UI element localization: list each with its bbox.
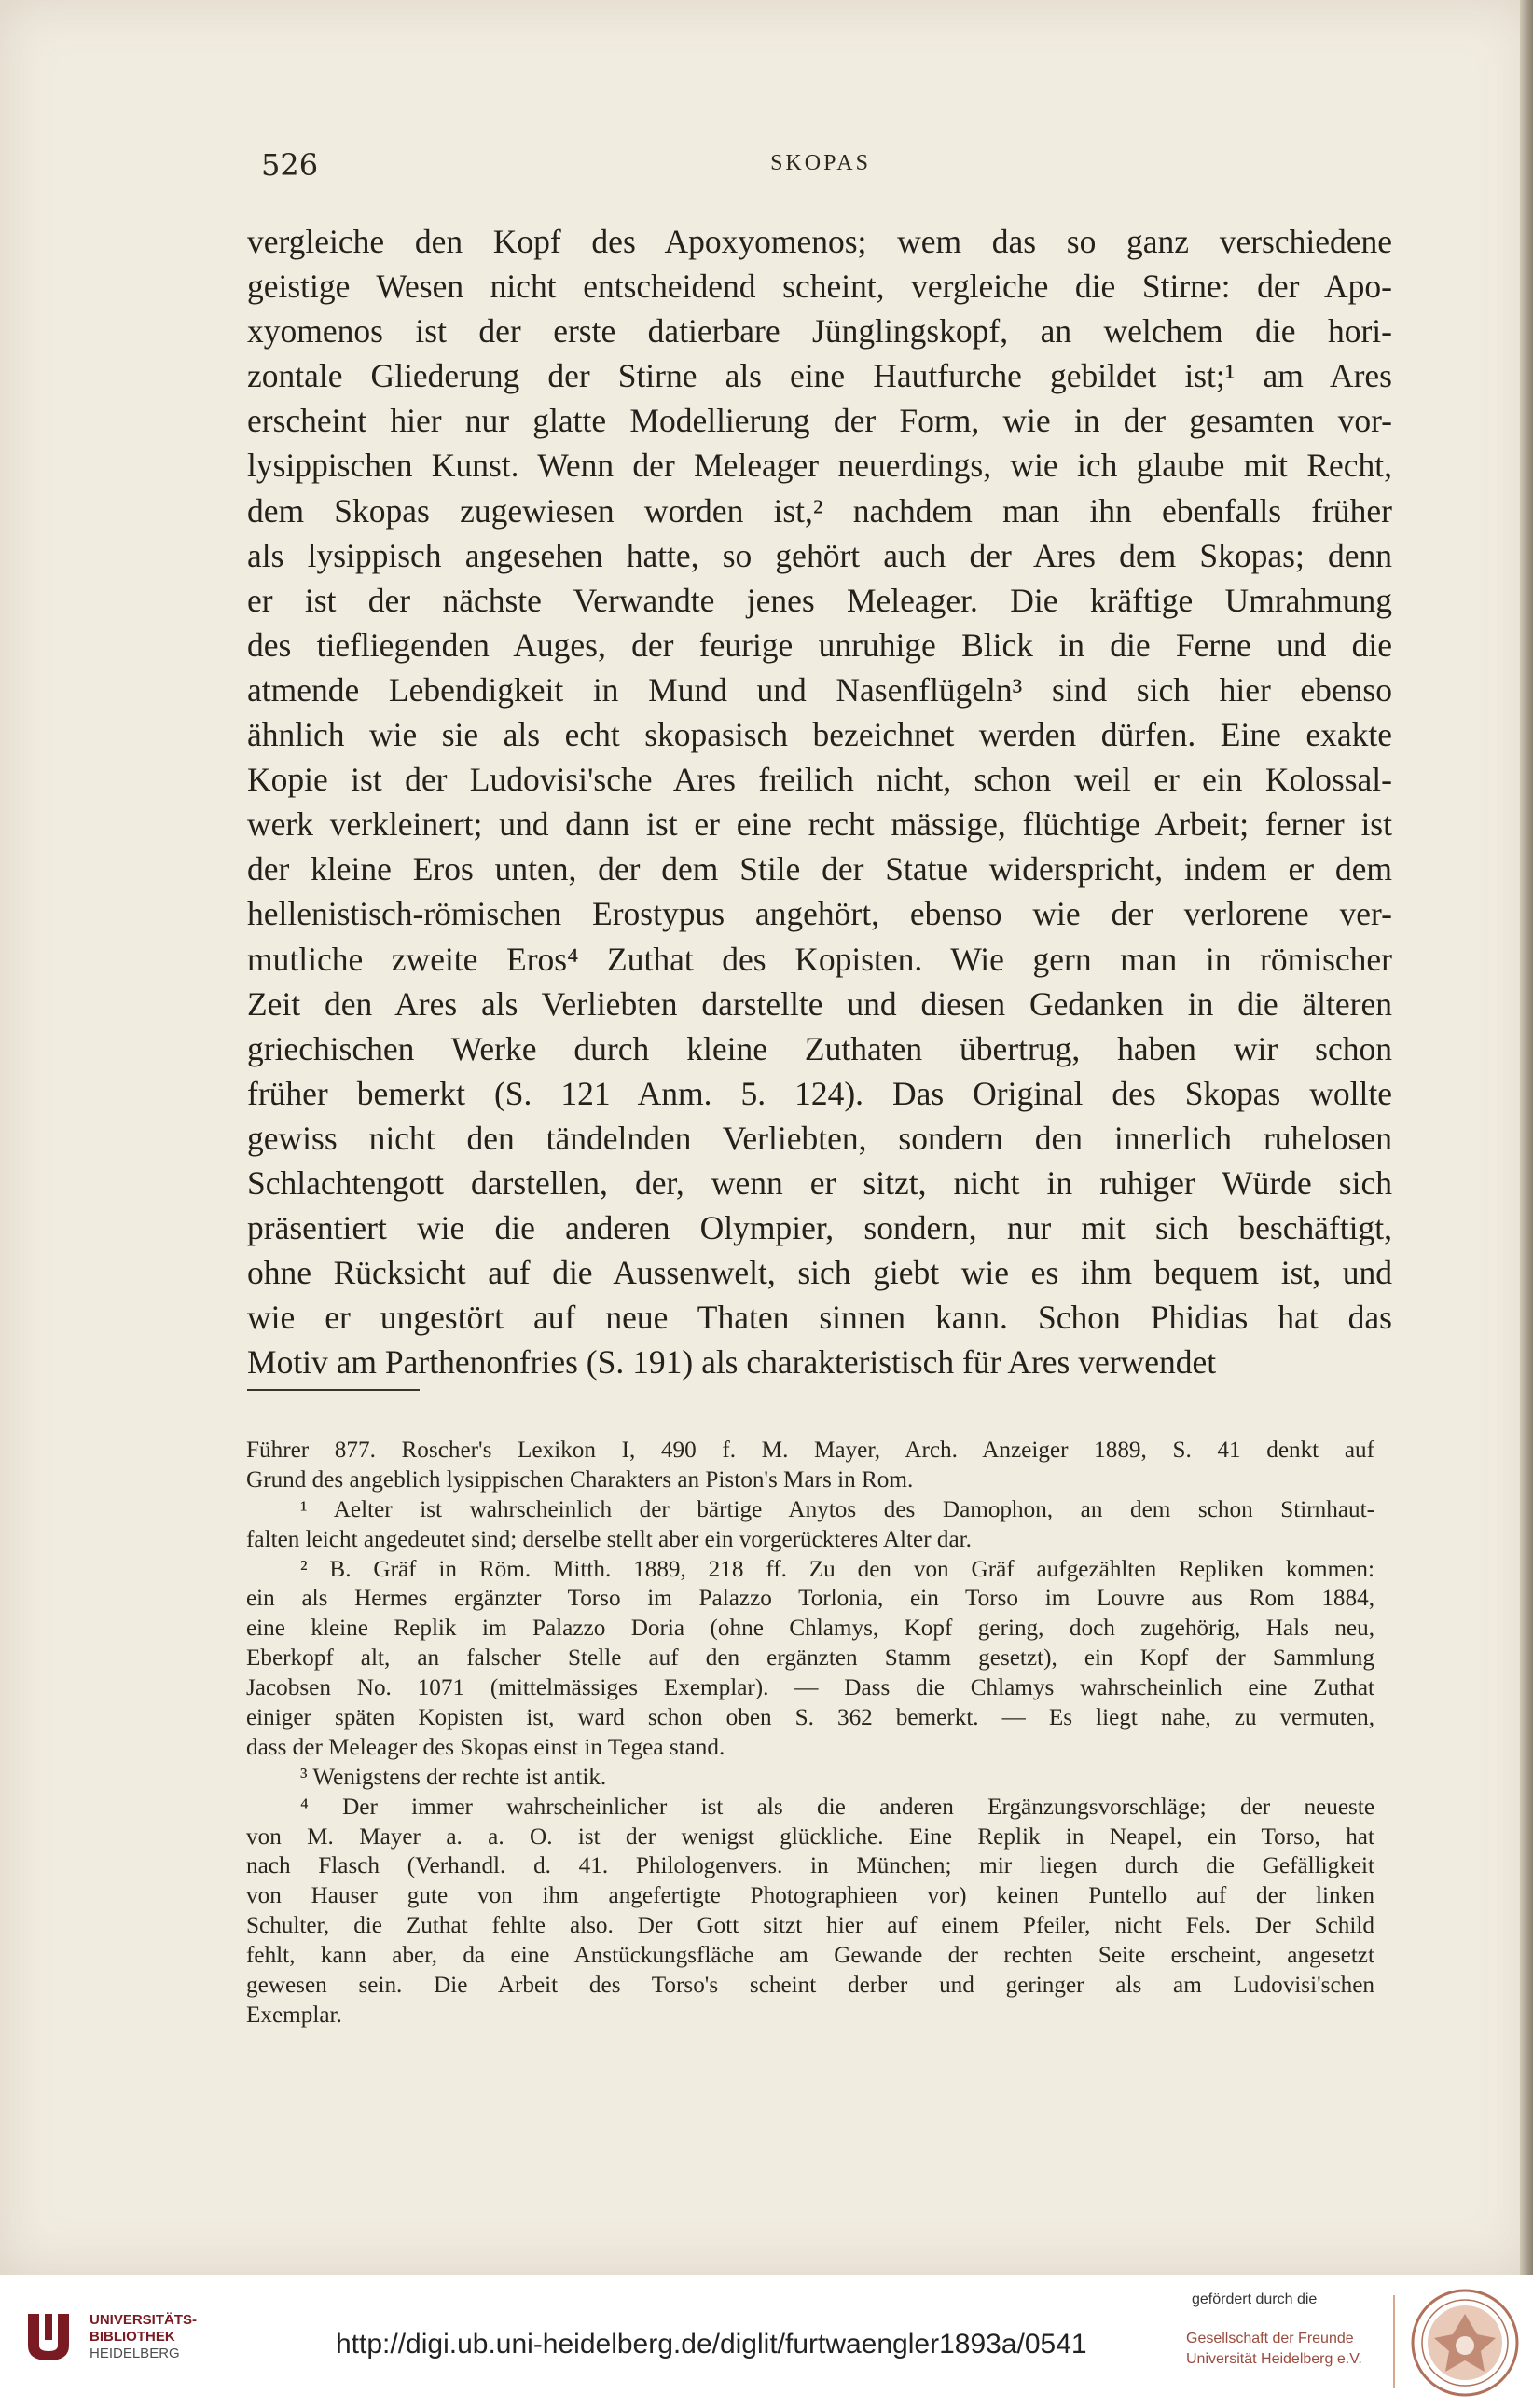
footnotes xyxy=(246,1436,1374,2030)
university-seal-icon xyxy=(1410,2288,1520,2398)
footnote-line: fehlt, kann aber, da eine Anstückungsfläche am Gewande der rechten Seite erscheint, angesetzt xyxy=(246,1943,1374,1969)
text-line: der kleine Eros unten, der dem Stile der Statue widerspricht, indem er dem xyxy=(247,850,1392,888)
text-line: atmende Lebendigkeit in Mund und Nasenflügeln³ sind sich hier ebenso xyxy=(247,670,1392,709)
page-edge xyxy=(1520,0,1533,2275)
text-line: erscheint hier nur glatte Modellierung der Form, wie in der gesamten vor- xyxy=(247,402,1392,440)
footnote-line: ¹ Aelter ist wahrscheinlich der bärtige Anytos des Damophon, an dem schon Stirnhaut- xyxy=(300,1496,1374,1522)
text-line: ähnlich wie sie als echt skopasisch bezeichnet werden dürfen. Eine exakte xyxy=(247,716,1392,754)
page-number: 526 xyxy=(261,147,319,183)
footnote-line: nach Flasch (Verhandl. d. 41. Philologenvers. in München; mir liegen durch die Gefälligkeit xyxy=(246,1853,1374,1879)
text-line: Motiv am Parthenonfries (S. 191) als charakteristisch für Ares verwendet xyxy=(247,1343,1217,1382)
library-line-1: UNIVERSITÄTS- xyxy=(90,2312,198,2328)
text-line: des tiefliegenden Auges, der feurige unruhige Blick in die Ferne und die xyxy=(247,626,1392,664)
text-line: gewiss nicht den tändelnden Verliebten, sondern den innerlich ruhelosen xyxy=(247,1119,1392,1157)
footer-divider xyxy=(1393,2295,1395,2388)
library-line-2: BIBLIOTHEK xyxy=(90,2329,175,2345)
footnote-line: dass der Meleager des Skopas einst in Tegea stand. xyxy=(246,1734,725,1760)
footnote-line: gewesen sein. Die Arbeit des Torso's scheint derber und geringer als am Ludovisi'schen xyxy=(246,1973,1374,1999)
footnote-line: falten leicht angedeutet sind; derselbe stellt aber ein vorgerückteres Alter dar. xyxy=(246,1526,972,1552)
footnote-line: ⁴ Der immer wahrscheinlicher ist als die anderen Ergänzungsvorschläge; der neueste xyxy=(300,1794,1374,1820)
footnote-line: von Hauser gute von ihm angefertigte Photographieen vor) keinen Puntello auf der linken xyxy=(246,1883,1374,1909)
footnote-line: Eberkopf alt, an falscher Stelle auf den ergänzten Stamm gesetzt), ein Kopf der Sammlung xyxy=(246,1645,1374,1672)
text-line: früher bemerkt (S. 121 Anm. 5. 124). Das Original des Skopas wollte xyxy=(247,1074,1392,1112)
footnote-line: Schulter, die Zuthat fehlte also. Der Gott sitzt hier auf einem Pfeiler, nicht Fels. Der Schild xyxy=(246,1913,1374,1939)
main-text xyxy=(247,219,1392,1384)
running-head: SKOPAS xyxy=(770,151,871,175)
sponsor-block xyxy=(1186,2291,1391,2370)
footnote-line: von M. Mayer a. a. O. ist der wenigst glückliche. Eine Replik in Neapel, ein Torso, hat xyxy=(246,1823,1374,1850)
text-line: mutliche zweite Eros⁴ Zuthat des Kopisten. Wie gern man in römischer xyxy=(247,940,1392,978)
footnote-line: eine kleine Replik im Palazzo Doria (ohne Chlamys, Kopf gering, doch zugehörig, Hals neu, xyxy=(246,1616,1374,1642)
text-line: lysippischen Kunst. Wenn der Meleager neuerdings, wie ich glaube mit Recht, xyxy=(247,447,1392,485)
text-line: geistige Wesen nicht entscheidend scheint, vergleiche die Stirne: der Apo- xyxy=(247,268,1392,306)
footnote-line: ein als Hermes ergänzter Torso im Palazzo Torlonia, ein Torso im Louvre aus Rom 1884, xyxy=(246,1586,1374,1612)
sponsor-line-2: Universität Heidelberg e.V. xyxy=(1186,2351,1362,2367)
text-line: als lysippisch angesehen hatte, so gehört auch der Ares dem Skopas; denn xyxy=(247,536,1392,574)
text-line: Zeit den Ares als Verliebten darstellte und diesen Gedanken in die älteren xyxy=(247,984,1392,1023)
text-line: hellenistisch-römischen Erostypus angehört, ebenso wie der verlorene ver- xyxy=(247,895,1392,933)
footnote-rule xyxy=(247,1389,420,1391)
sponsor-line-1: Gesellschaft der Freunde xyxy=(1186,2331,1354,2346)
permalink-url[interactable]: http://digi.ub.uni-heidelberg.de/diglit/furtwaengler1893a/0541 xyxy=(336,2329,1087,2360)
text-line: dem Skopas zugewiesen worden ist,² nachdem man ihn ebenfalls früher xyxy=(247,491,1392,530)
text-line: Schlachtengott darstellen, der, wenn er sitzt, nicht in ruhiger Würde sich xyxy=(247,1163,1392,1202)
text-line: zontale Gliederung der Stirne als eine Hautfurche gebildet ist;¹ am Ares xyxy=(247,357,1392,395)
footer-bar xyxy=(0,2275,1533,2408)
text-line: ohne Rücksicht auf die Aussenwelt, sich giebt wie es ihm bequem ist, und xyxy=(247,1254,1392,1292)
text-line: xyomenos ist der erste datierbare Jünglingskopf, an welchem die hori- xyxy=(247,312,1392,351)
page-header xyxy=(247,147,1394,185)
footnote-line: Jacobsen No. 1071 (mittelmässiges Exemplar). — Dass die Chlamys wahrscheinlich eine Zuthat xyxy=(246,1675,1374,1701)
text-line: er ist der nächste Verwandte jenes Meleager. Die kräftige Umrahmung xyxy=(247,581,1392,619)
library-line-3: HEIDELBERG xyxy=(90,2346,180,2361)
footnote-line: ³ Wenigstens der rechte ist antik. xyxy=(300,1764,607,1790)
library-name xyxy=(90,2312,197,2362)
ub-heidelberg-logo-icon xyxy=(21,2308,76,2366)
footnote-line: Exemplar. xyxy=(246,2002,342,2028)
footnote-line: Führer 877. Roscher's Lexikon I, 490 f. M. Mayer, Arch. Anzeiger 1889, S. 41 denkt auf xyxy=(246,1438,1374,1463)
text-line: werk verkleinert; und dann ist er eine recht mässige, flüchtige Arbeit; ferner ist xyxy=(247,805,1392,844)
footnote-line: Grund des angeblich lysippischen Charakters an Piston's Mars in Rom. xyxy=(246,1466,914,1493)
text-line: wie er ungestört auf neue Thaten sinnen kann. Schon Phidias hat das xyxy=(247,1299,1392,1337)
text-line: vergleiche den Kopf des Apoxyomenos; wem das so ganz verschiedene xyxy=(247,223,1392,260)
sponsored-by-label: gefördert durch die xyxy=(1192,2291,1318,2307)
text-line: Kopie ist der Ludovisi'sche Ares freilich nicht, schon weil er ein Kolossal- xyxy=(247,761,1392,799)
text-line: griechischen Werke durch kleine Zuthaten übertrug, haben wir schon xyxy=(247,1029,1392,1067)
footnote-line: ² B. Gräf in Röm. Mitth. 1889, 218 ff. Zu den von Gräf aufgezählten Repliken kommen: xyxy=(300,1556,1374,1582)
text-line: präsentiert wie die anderen Olympier, sondern, nur mit sich beschäftigt, xyxy=(247,1209,1392,1247)
footnote-line: einiger späten Kopisten ist, ward schon oben S. 362 bemerkt. — Es liegt nahe, zu vermuten, xyxy=(246,1705,1374,1731)
